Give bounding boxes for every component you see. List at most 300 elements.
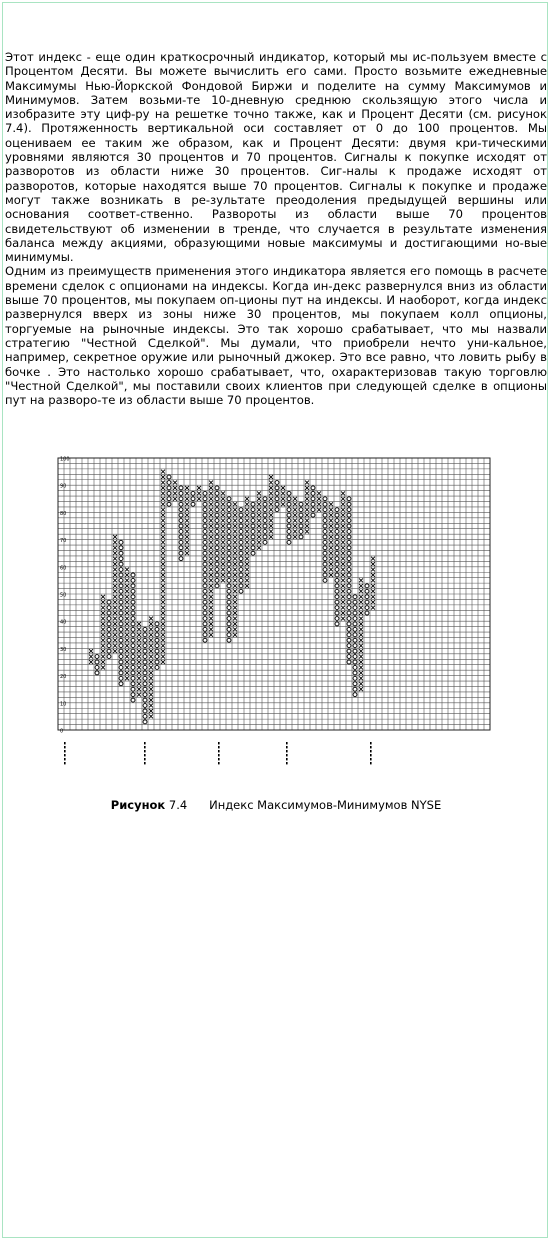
- o-mark: [143, 644, 147, 648]
- o-mark: [347, 649, 351, 653]
- o-mark: [323, 502, 327, 506]
- o-mark: [347, 540, 351, 544]
- o-mark: [119, 671, 123, 675]
- o-mark: [131, 627, 135, 631]
- x-mark: [209, 578, 213, 582]
- o-mark: [107, 638, 111, 642]
- o-mark: [119, 627, 123, 631]
- o-mark: [155, 627, 159, 631]
- o-mark: [287, 535, 291, 539]
- x-mark: [329, 502, 333, 506]
- x-mark: [359, 676, 363, 680]
- x-mark: [341, 568, 345, 572]
- o-mark: [365, 584, 369, 588]
- bottom-marker: [218, 746, 220, 748]
- x-mark: [359, 611, 363, 615]
- o-mark: [347, 513, 351, 517]
- x-mark: [305, 481, 309, 485]
- x-mark: [359, 589, 363, 593]
- o-mark: [119, 622, 123, 626]
- o-mark: [239, 589, 243, 593]
- x-mark: [197, 497, 201, 501]
- o-mark: [353, 627, 357, 631]
- o-mark: [143, 714, 147, 718]
- o-mark: [365, 589, 369, 593]
- x-mark: [359, 687, 363, 691]
- x-mark: [149, 627, 153, 631]
- o-mark: [143, 693, 147, 697]
- bottom-marker: [144, 746, 146, 748]
- o-mark: [239, 535, 243, 539]
- o-mark: [239, 578, 243, 582]
- o-mark: [179, 551, 183, 555]
- x-mark: [257, 546, 261, 550]
- chart-bottom-markers: [64, 742, 372, 764]
- caption-label: Рисунок: [110, 798, 166, 812]
- x-mark: [125, 655, 129, 659]
- x-mark: [161, 660, 165, 664]
- o-mark: [131, 649, 135, 653]
- o-mark: [107, 644, 111, 648]
- o-mark: [119, 611, 123, 615]
- x-mark: [137, 644, 141, 648]
- x-mark: [329, 568, 333, 572]
- o-mark: [335, 573, 339, 577]
- x-mark: [137, 649, 141, 653]
- x-mark: [173, 481, 177, 485]
- x-mark: [161, 655, 165, 659]
- x-mark: [233, 557, 237, 561]
- x-mark: [341, 595, 345, 599]
- o-mark: [251, 508, 255, 512]
- x-mark: [209, 540, 213, 544]
- x-mark: [245, 551, 249, 555]
- x-mark: [269, 519, 273, 523]
- o-mark: [119, 676, 123, 680]
- x-mark: [113, 627, 117, 631]
- o-mark: [275, 486, 279, 490]
- x-mark: [125, 676, 129, 680]
- x-mark: [371, 606, 375, 610]
- x-mark: [359, 682, 363, 686]
- o-mark: [263, 540, 267, 544]
- x-mark: [359, 617, 363, 621]
- o-mark: [347, 660, 351, 664]
- o-mark: [203, 508, 207, 512]
- o-mark: [335, 524, 339, 528]
- x-mark: [233, 568, 237, 572]
- o-mark: [131, 660, 135, 664]
- bottom-marker: [286, 742, 288, 744]
- x-mark: [137, 682, 141, 686]
- y-tick-label: 40: [60, 619, 67, 626]
- o-mark: [131, 589, 135, 593]
- x-mark: [281, 486, 285, 490]
- o-mark: [179, 540, 183, 544]
- x-mark: [329, 573, 333, 577]
- x-mark: [101, 644, 105, 648]
- x-mark: [317, 497, 321, 501]
- x-mark: [221, 529, 225, 533]
- y-tick-label: 10: [60, 701, 67, 708]
- x-mark: [161, 617, 165, 621]
- o-mark: [353, 649, 357, 653]
- x-mark: [209, 546, 213, 550]
- x-mark: [269, 508, 273, 512]
- x-mark: [221, 508, 225, 512]
- o-mark: [227, 611, 231, 615]
- x-mark: [113, 584, 117, 588]
- x-mark: [269, 481, 273, 485]
- x-mark: [245, 573, 249, 577]
- x-mark: [209, 497, 213, 501]
- o-mark: [347, 617, 351, 621]
- o-mark: [167, 491, 171, 495]
- o-mark: [119, 655, 123, 659]
- o-mark: [287, 491, 291, 495]
- o-mark: [311, 497, 315, 501]
- x-mark: [233, 513, 237, 517]
- x-mark: [185, 535, 189, 539]
- bottom-marker: [370, 742, 372, 744]
- o-mark: [203, 595, 207, 599]
- x-mark: [149, 665, 153, 669]
- o-mark: [251, 502, 255, 506]
- x-mark: [245, 578, 249, 582]
- x-mark: [221, 497, 225, 501]
- x-mark: [293, 535, 297, 539]
- x-mark: [293, 497, 297, 501]
- x-mark: [113, 546, 117, 550]
- x-mark: [161, 644, 165, 648]
- o-mark: [215, 524, 219, 528]
- x-mark: [89, 655, 93, 659]
- x-mark: [209, 633, 213, 637]
- y-tick-label: 100: [60, 456, 70, 463]
- o-mark: [131, 655, 135, 659]
- o-mark: [167, 481, 171, 485]
- o-mark: [227, 622, 231, 626]
- o-mark: [347, 578, 351, 582]
- o-mark: [251, 519, 255, 523]
- x-mark: [113, 562, 117, 566]
- x-mark: [149, 704, 153, 708]
- o-mark: [203, 557, 207, 561]
- o-mark: [215, 540, 219, 544]
- o-mark: [167, 502, 171, 506]
- x-mark: [221, 540, 225, 544]
- x-mark: [125, 622, 129, 626]
- o-mark: [299, 508, 303, 512]
- x-mark: [359, 578, 363, 582]
- x-mark: [137, 671, 141, 675]
- x-mark: [161, 546, 165, 550]
- x-mark: [161, 508, 165, 512]
- x-mark: [209, 491, 213, 495]
- x-mark: [209, 584, 213, 588]
- o-mark: [239, 557, 243, 561]
- o-mark: [107, 649, 111, 653]
- o-mark: [353, 693, 357, 697]
- x-mark: [149, 693, 153, 697]
- o-mark: [263, 502, 267, 506]
- o-mark: [335, 551, 339, 555]
- x-mark: [245, 519, 249, 523]
- x-mark: [245, 557, 249, 561]
- x-mark: [101, 600, 105, 604]
- x-mark: [221, 557, 225, 561]
- x-mark: [341, 589, 345, 593]
- o-mark: [203, 622, 207, 626]
- x-mark: [137, 633, 141, 637]
- o-mark: [203, 568, 207, 572]
- o-mark: [119, 557, 123, 561]
- o-mark: [239, 568, 243, 572]
- o-mark: [227, 546, 231, 550]
- o-mark: [119, 633, 123, 637]
- o-mark: [347, 562, 351, 566]
- x-mark: [161, 491, 165, 495]
- x-mark: [149, 676, 153, 680]
- o-mark: [335, 617, 339, 621]
- o-mark: [239, 513, 243, 517]
- o-mark: [119, 649, 123, 653]
- o-mark: [227, 529, 231, 533]
- x-mark: [113, 617, 117, 621]
- o-mark: [239, 519, 243, 523]
- o-mark: [119, 595, 123, 599]
- x-mark: [209, 627, 213, 631]
- o-mark: [131, 644, 135, 648]
- o-mark: [353, 655, 357, 659]
- bottom-marker: [370, 758, 372, 760]
- x-mark: [209, 535, 213, 539]
- o-mark: [239, 573, 243, 577]
- o-mark: [203, 497, 207, 501]
- o-mark: [347, 546, 351, 550]
- o-mark: [239, 551, 243, 555]
- o-mark: [227, 540, 231, 544]
- o-mark: [353, 687, 357, 691]
- o-mark: [335, 557, 339, 561]
- o-mark: [275, 491, 279, 495]
- x-mark: [257, 540, 261, 544]
- x-mark: [233, 562, 237, 566]
- o-mark: [227, 497, 231, 501]
- x-mark: [161, 540, 165, 544]
- x-mark: [101, 665, 105, 669]
- o-mark: [119, 638, 123, 642]
- x-mark: [209, 502, 213, 506]
- o-mark: [179, 519, 183, 523]
- x-mark: [245, 535, 249, 539]
- o-mark: [215, 578, 219, 582]
- x-mark: [371, 584, 375, 588]
- o-mark: [353, 595, 357, 599]
- o-mark: [311, 502, 315, 506]
- o-mark: [287, 540, 291, 544]
- x-mark: [233, 519, 237, 523]
- x-mark: [125, 627, 129, 631]
- x-mark: [293, 524, 297, 528]
- x-mark: [359, 622, 363, 626]
- o-mark: [119, 573, 123, 577]
- bottom-marker: [218, 750, 220, 752]
- x-mark: [149, 655, 153, 659]
- o-mark: [335, 578, 339, 582]
- x-mark: [257, 497, 261, 501]
- x-mark: [101, 606, 105, 610]
- x-mark: [245, 502, 249, 506]
- x-mark: [137, 660, 141, 664]
- o-mark: [131, 611, 135, 615]
- bottom-marker: [218, 758, 220, 760]
- x-mark: [269, 475, 273, 479]
- x-mark: [137, 655, 141, 659]
- o-mark: [263, 524, 267, 528]
- o-mark: [353, 660, 357, 664]
- x-mark: [269, 486, 273, 490]
- o-mark: [119, 578, 123, 582]
- o-mark: [335, 519, 339, 523]
- x-mark: [233, 627, 237, 631]
- x-mark: [137, 622, 141, 626]
- o-mark: [251, 551, 255, 555]
- x-mark: [161, 622, 165, 626]
- caption-number: 7.4: [168, 798, 188, 812]
- o-mark: [155, 655, 159, 659]
- x-mark: [161, 606, 165, 610]
- x-mark: [209, 524, 213, 528]
- x-mark: [209, 551, 213, 555]
- o-mark: [119, 600, 123, 604]
- bottom-marker: [144, 762, 146, 764]
- o-mark: [131, 665, 135, 669]
- x-mark: [209, 529, 213, 533]
- o-mark: [167, 497, 171, 501]
- x-mark: [341, 540, 345, 544]
- x-mark: [341, 524, 345, 528]
- x-mark: [101, 649, 105, 653]
- o-mark: [203, 540, 207, 544]
- x-mark: [173, 486, 177, 490]
- o-mark: [335, 600, 339, 604]
- x-mark: [305, 519, 309, 523]
- x-mark: [329, 546, 333, 550]
- x-mark: [185, 551, 189, 555]
- o-mark: [203, 633, 207, 637]
- o-mark: [191, 491, 195, 495]
- o-mark: [203, 529, 207, 533]
- o-mark: [347, 600, 351, 604]
- x-mark: [317, 502, 321, 506]
- o-mark: [275, 502, 279, 506]
- o-mark: [203, 611, 207, 615]
- o-mark: [203, 606, 207, 610]
- o-mark: [179, 497, 183, 501]
- o-mark: [179, 491, 183, 495]
- x-mark: [209, 568, 213, 572]
- x-mark: [161, 638, 165, 642]
- o-mark: [323, 546, 327, 550]
- o-mark: [347, 508, 351, 512]
- o-mark: [155, 665, 159, 669]
- o-mark: [155, 660, 159, 664]
- o-mark: [227, 627, 231, 631]
- x-mark: [209, 617, 213, 621]
- o-mark: [215, 551, 219, 555]
- x-mark: [359, 644, 363, 648]
- x-mark: [149, 633, 153, 637]
- x-mark: [221, 573, 225, 577]
- o-mark: [353, 676, 357, 680]
- bottom-marker: [64, 742, 66, 744]
- o-mark: [251, 524, 255, 528]
- x-mark: [329, 519, 333, 523]
- x-mark: [245, 524, 249, 528]
- x-mark: [329, 540, 333, 544]
- x-mark: [269, 529, 273, 533]
- bottom-marker: [218, 754, 220, 756]
- x-mark: [245, 562, 249, 566]
- x-mark: [161, 519, 165, 523]
- y-tick-label: 20: [60, 674, 67, 681]
- o-mark: [179, 513, 183, 517]
- x-mark: [197, 491, 201, 495]
- o-mark: [215, 513, 219, 517]
- o-mark: [119, 562, 123, 566]
- x-mark: [257, 513, 261, 517]
- o-mark: [299, 535, 303, 539]
- x-mark: [371, 600, 375, 604]
- x-mark: [125, 644, 129, 648]
- o-mark: [287, 513, 291, 517]
- x-mark: [257, 508, 261, 512]
- x-mark: [305, 529, 309, 533]
- o-mark: [131, 698, 135, 702]
- o-mark: [353, 600, 357, 604]
- o-mark: [95, 665, 99, 669]
- x-mark: [125, 611, 129, 615]
- x-mark: [233, 524, 237, 528]
- x-mark: [209, 606, 213, 610]
- o-mark: [131, 606, 135, 610]
- x-mark: [161, 600, 165, 604]
- o-mark: [365, 611, 369, 615]
- x-mark: [101, 611, 105, 615]
- o-mark: [119, 589, 123, 593]
- o-mark: [227, 562, 231, 566]
- x-mark: [371, 595, 375, 599]
- o-mark: [353, 665, 357, 669]
- o-mark: [131, 671, 135, 675]
- x-mark: [233, 546, 237, 550]
- x-mark: [359, 595, 363, 599]
- x-mark: [125, 595, 129, 599]
- o-mark: [227, 589, 231, 593]
- o-mark: [287, 502, 291, 506]
- x-mark: [341, 562, 345, 566]
- x-mark: [359, 649, 363, 653]
- x-mark: [161, 551, 165, 555]
- o-mark: [179, 502, 183, 506]
- bottom-marker: [370, 762, 372, 764]
- x-mark: [305, 524, 309, 528]
- o-mark: [143, 660, 147, 664]
- x-mark: [341, 546, 345, 550]
- x-mark: [149, 714, 153, 718]
- x-mark: [317, 491, 321, 495]
